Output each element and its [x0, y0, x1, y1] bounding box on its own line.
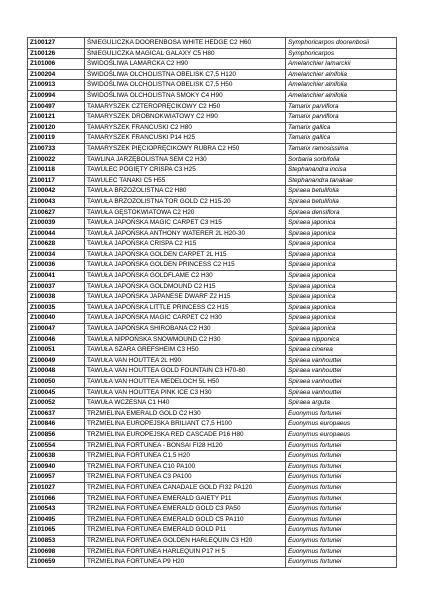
product-name-cell: TRZMIELINA EMERALD GOLD C2 H30 — [85, 408, 286, 419]
latin-name-cell: Spiraea japonica — [286, 324, 397, 335]
product-code-cell: Z100853 — [28, 535, 85, 546]
latin-name-cell: Symphoricarpos doorenbosii — [286, 38, 397, 49]
product-code-cell: Z100047 — [28, 324, 85, 335]
latin-name-cell: Spiraea japonica — [286, 292, 397, 303]
product-name-cell: TRZMIELINA FORTUNEA CANADALE GOLD FI32 PA120 — [85, 482, 286, 493]
latin-name-cell: Euonymus fortunei — [286, 482, 397, 493]
latin-name-cell: Euonymus fortunei — [286, 440, 397, 451]
product-name-cell: TRZMIELINA FORTUNEA EMERALD GOLD P11 — [85, 525, 286, 536]
table-row — [28, 112, 397, 123]
product-name-cell: TAWUŁA JAPOŃSKA LITTLE PRINCESS C2 H15 — [85, 302, 286, 313]
latin-name-cell: Spiraea vanhouttei — [286, 387, 397, 398]
product-name-cell: TAMARYSZEK CZTEROPRĘCIKOWY C2 H50 — [85, 101, 286, 112]
product-code-cell: Z100554 — [28, 440, 85, 451]
latin-name-cell: Euonymus fortunei — [286, 408, 397, 419]
product-code-cell: Z100127 — [28, 38, 85, 49]
product-name-cell: TAWUŁA VAN HOUTTEA MEDELOCH 5L H50 — [85, 377, 286, 388]
product-code-cell: Z100048 — [28, 366, 85, 377]
table-row — [28, 504, 397, 515]
product-code-cell: Z100119 — [28, 133, 85, 144]
product-code-cell: Z100628 — [28, 239, 85, 250]
latin-name-cell: Tamarix parviflora — [286, 101, 397, 112]
product-name-cell: TAWUŁA JAPOŃSKA GOLDFLAME C2 H30 — [85, 271, 286, 282]
product-code-cell: Z100856 — [28, 429, 85, 440]
product-name-cell: ŚWIDOŚLIWA OLCHOLISTNA OBELISK C7,5 H50 — [85, 80, 286, 91]
product-name-cell: TAWUŁA VAN HOUTTEA GOLD FOUNTAIN C3 H70-80 — [85, 366, 286, 377]
product-code-cell: Z100043 — [28, 196, 85, 207]
table-row — [28, 90, 397, 101]
product-name-cell: TAWUŁA JAPOŃSKA SHIROBANA C2 H30 — [85, 324, 286, 335]
latin-name-cell: Spiraea betulifolia — [286, 186, 397, 197]
product-name-cell: TAWUŁA JAPOŃSKA MAGIC CARPET C2 H30 — [85, 313, 286, 324]
table-row — [28, 271, 397, 282]
latin-name-cell: Stephanandra incisa — [286, 165, 397, 176]
product-code-cell: Z100044 — [28, 228, 85, 239]
product-name-cell: TRZMIELINA FORTUNEA C1,5 H20 — [85, 451, 286, 462]
latin-name-cell: Spiraea densiflora — [286, 207, 397, 218]
product-code-cell: Z100120 — [28, 122, 85, 133]
table-row — [28, 196, 397, 207]
product-code-cell: Z101027 — [28, 482, 85, 493]
product-name-cell: TAWUŁA JAPOŃSKA ANTHONY WATERER 2L H20-30 — [85, 228, 286, 239]
product-code-cell: Z100046 — [28, 334, 85, 345]
product-name-cell: TAWUŁA VAN HOUTTEA PINK ICE C3 H30 — [85, 387, 286, 398]
product-name-cell: TAWUŁA BRZOZOLISTNA C2 H80 — [85, 186, 286, 197]
product-code-cell: Z100638 — [28, 451, 85, 462]
product-name-cell: TRZMIELINA FORTUNEA C3 PA100 — [85, 472, 286, 483]
product-name-cell: TAWUŁA JAPOŃSKA GOLDMOUND C2 H15 — [85, 281, 286, 292]
table-row — [28, 355, 397, 366]
product-code-cell: Z100118 — [28, 165, 85, 176]
product-code-cell: Z100698 — [28, 546, 85, 557]
latin-name-cell: Euonymus fortunei — [286, 514, 397, 525]
table-row — [28, 334, 397, 345]
latin-name-cell: Amelanchier alnifolia — [286, 80, 397, 91]
product-code-cell: Z100994 — [28, 90, 85, 101]
product-name-cell: TRZMIELINA EUROPEJSKA RED CASCADE P16 H80 — [85, 429, 286, 440]
table-row — [28, 48, 397, 59]
product-name-cell: TAWUŁA VAN HOUTTEA 2L H90 — [85, 355, 286, 366]
product-name-cell: TRZMIELINA FORTUNEA C10 PA100 — [85, 461, 286, 472]
table-row — [28, 377, 397, 388]
product-code-cell: Z100957 — [28, 472, 85, 483]
product-name-cell: TRZMIELINA FORTUNEA HARLEQUIN P17 H 5 — [85, 546, 286, 557]
table-row — [28, 557, 397, 568]
latin-name-cell: Spiraea arguta — [286, 398, 397, 409]
product-name-cell: TAWUŁA JAPOŃSKA MAGIC CARPET C3 H15 — [85, 218, 286, 229]
product-code-cell: Z100117 — [28, 175, 85, 186]
latin-name-cell: Spiraea nipponica — [286, 334, 397, 345]
latin-name-cell: Spiraea vanhouttei — [286, 377, 397, 388]
table-row — [28, 249, 397, 260]
table-row — [28, 302, 397, 313]
product-code-cell: Z100038 — [28, 292, 85, 303]
product-sheet — [27, 37, 397, 568]
table-row — [28, 451, 397, 462]
product-code-cell: Z100040 — [28, 313, 85, 324]
product-code-cell: Z100035 — [28, 302, 85, 313]
product-code-cell: Z100050 — [28, 377, 85, 388]
product-code-cell: Z100940 — [28, 461, 85, 472]
table-row — [28, 101, 397, 112]
product-code-cell: Z100495 — [28, 514, 85, 525]
table-row — [28, 440, 397, 451]
latin-name-cell: Euonymus fortunei — [286, 535, 397, 546]
product-name-cell: TAMARYSZEK FRANCUSKI P14 H25 — [85, 133, 286, 144]
latin-name-cell: Spiraea japonica — [286, 302, 397, 313]
product-name-cell: TAMARYSZEK PIĘCIOPRĘCIKOWY RUBRA C2 H50 — [85, 143, 286, 154]
product-code-cell: Z100627 — [28, 207, 85, 218]
latin-name-cell: Spiraea japonica — [286, 218, 397, 229]
product-code-cell: Z100126 — [28, 48, 85, 59]
table-row — [28, 281, 397, 292]
product-code-cell: Z100659 — [28, 557, 85, 568]
latin-name-cell: Spiraea vanhouttei — [286, 366, 397, 377]
product-code-cell: Z100052 — [28, 398, 85, 409]
product-code-cell: Z100913 — [28, 80, 85, 91]
latin-name-cell: Euonymus fortunei — [286, 451, 397, 462]
table-row — [28, 228, 397, 239]
table-row — [28, 133, 397, 144]
latin-name-cell: Spiraea japonica — [286, 281, 397, 292]
latin-name-cell: Euonymus fortunei — [286, 504, 397, 515]
latin-name-cell: Tamarix gallica — [286, 122, 397, 133]
product-name-cell: TAWLINA JARZĘBOLISTNA SEM C2 H30 — [85, 154, 286, 165]
table-row — [28, 366, 397, 377]
latin-name-cell: Euonymus fortunei — [286, 525, 397, 536]
latin-name-cell: Spiraea japonica — [286, 313, 397, 324]
product-name-cell: TAMARYSZEK DROBNOKWIATOWY C2 H90 — [85, 112, 286, 123]
product-name-cell: TAWUŁA NIPPOŃSKA SNOWMOUND C2 H30 — [85, 334, 286, 345]
table-row — [28, 38, 397, 49]
latin-name-cell: Spiraea cinerea — [286, 345, 397, 356]
table-row — [28, 143, 397, 154]
latin-name-cell: Euonymus fortunei — [286, 472, 397, 483]
product-code-cell: Z100497 — [28, 101, 85, 112]
product-code-cell: Z100041 — [28, 271, 85, 282]
product-name-cell: ŚWIDOŚLIWA OLCHOLISTNA OBELISK C7,5 H120 — [85, 69, 286, 80]
product-code-cell: Z101065 — [28, 525, 85, 536]
latin-name-cell: Spiraea japonica — [286, 271, 397, 282]
table-row — [28, 154, 397, 165]
product-code-cell: Z100846 — [28, 419, 85, 430]
product-code-cell: Z100039 — [28, 218, 85, 229]
product-table — [27, 37, 397, 568]
table-row — [28, 260, 397, 271]
product-code-cell: Z100543 — [28, 504, 85, 515]
latin-name-cell: Spiraea betulifolia — [286, 196, 397, 207]
table-row — [28, 218, 397, 229]
product-code-cell: Z100637 — [28, 408, 85, 419]
table-row — [28, 165, 397, 176]
latin-name-cell: Spiraea japonica — [286, 239, 397, 250]
latin-name-cell: Amelanchier alnifolia — [286, 69, 397, 80]
product-code-cell: Z100036 — [28, 260, 85, 271]
product-name-cell: TAWUŁA JAPOŃSKA GOLDEN PRINCESS C2 H15 — [85, 260, 286, 271]
latin-name-cell: Stephanandra tanakae — [286, 175, 397, 186]
product-name-cell: ŚNIEGULICZKA MAGICAL GALAXY C5 H80 — [85, 48, 286, 59]
latin-name-cell: Amelanchier alnifolia — [286, 90, 397, 101]
product-name-cell: TAMARYSZEK FRANCUSKI C2 H80 — [85, 122, 286, 133]
product-code-cell: Z100034 — [28, 249, 85, 260]
product-code-cell: Z100042 — [28, 186, 85, 197]
product-name-cell: TRZMIELINA FORTUNEA EMERALD GOLD C3 PA50 — [85, 504, 286, 515]
latin-name-cell: Euonymus fortunei — [286, 546, 397, 557]
product-name-cell: TAWULEC POGIĘTY CRISPA C3 H25 — [85, 165, 286, 176]
product-code-cell: Z100051 — [28, 345, 85, 356]
latin-name-cell: Spiraea japonica — [286, 228, 397, 239]
table-row — [28, 482, 397, 493]
latin-name-cell: Euonymus europaeus — [286, 419, 397, 430]
product-code-cell: Z100049 — [28, 355, 85, 366]
product-name-cell: TRZMIELINA FORTUNEA - BONSAI FI28 H120 — [85, 440, 286, 451]
latin-name-cell: Spiraea japonica — [286, 249, 397, 260]
product-code-cell: Z100204 — [28, 69, 85, 80]
latin-name-cell: Amelanchier lamarckii — [286, 59, 397, 70]
table-row — [28, 313, 397, 324]
product-code-cell: Z100733 — [28, 143, 85, 154]
table-row — [28, 419, 397, 430]
table-row — [28, 239, 397, 250]
table-row — [28, 80, 397, 91]
latin-name-cell: Sorbaria sorbifolia — [286, 154, 397, 165]
product-name-cell: TAWUŁA BRZOZOLISTNA TOR GOLD C2 H15-20 — [85, 196, 286, 207]
table-row — [28, 493, 397, 504]
latin-name-cell: Tamarix ramosissima — [286, 143, 397, 154]
product-code-cell: Z100121 — [28, 112, 85, 123]
table-row — [28, 324, 397, 335]
product-name-cell: TAWUŁA GĘSTOKWIATOWA C2 H20 — [85, 207, 286, 218]
product-code-cell: Z100045 — [28, 387, 85, 398]
product-name-cell: TAWUŁA JAPOŃSKA GOLDEN CARPET 2L H15 — [85, 249, 286, 260]
product-name-cell: ŚNIEGULICZKA DOORENBOSA WHITE HEDGE C2 H60 — [85, 38, 286, 49]
latin-name-cell: Symphoricarpos — [286, 48, 397, 59]
product-name-cell: TRZMIELINA EUROPEJSKA BRILIANT C7,5 H100 — [85, 419, 286, 430]
latin-name-cell: Euonymus fortunei — [286, 557, 397, 568]
table-row — [28, 514, 397, 525]
latin-name-cell: Euonymus fortunei — [286, 461, 397, 472]
table-row — [28, 398, 397, 409]
product-name-cell: TAWUŁA JAPOŃSKA CRISPA C2 H15 — [85, 239, 286, 250]
table-row — [28, 461, 397, 472]
product-name-cell: ŚWIDOŚLIWA LAMARCKA C2 H90 — [85, 59, 286, 70]
table-row — [28, 387, 397, 398]
latin-name-cell: Spiraea japonica — [286, 260, 397, 271]
table-row — [28, 408, 397, 419]
table-row — [28, 345, 397, 356]
table-row — [28, 69, 397, 80]
table-row — [28, 59, 397, 70]
product-name-cell: TRZMIELINA FORTUNEA EMERALD GOLD C5 PA110 — [85, 514, 286, 525]
product-code-cell: Z101006 — [28, 59, 85, 70]
product-code-cell: Z100037 — [28, 281, 85, 292]
product-name-cell: ŚWIDOŚLIWA OLCHOLISTNA SMOKY C4 H90 — [85, 90, 286, 101]
product-table-body — [28, 38, 397, 568]
latin-name-cell: Spiraea vanhouttei — [286, 355, 397, 366]
product-name-cell: TAWUŁA SZARA GREFSHEIM C3 H50 — [85, 345, 286, 356]
product-name-cell: TAWUŁA WCZESNA C1 H40 — [85, 398, 286, 409]
product-name-cell: TAWULEC TANAKI C5 H55 — [85, 175, 286, 186]
latin-name-cell: Tamarix gallica — [286, 133, 397, 144]
table-row — [28, 122, 397, 133]
table-row — [28, 429, 397, 440]
latin-name-cell: Euonymus europaeus — [286, 429, 397, 440]
product-name-cell: TRZMIELINA FORTUNEA EMERALD GAIETY P11 — [85, 493, 286, 504]
latin-name-cell: Tamarix parviflora — [286, 112, 397, 123]
table-row — [28, 175, 397, 186]
product-name-cell: TAWUŁA JAPOŃSKA JAPANESE DWARF Z2 H15 — [85, 292, 286, 303]
table-row — [28, 546, 397, 557]
table-row — [28, 535, 397, 546]
table-row — [28, 525, 397, 536]
table-row — [28, 186, 397, 197]
table-row — [28, 292, 397, 303]
table-row — [28, 472, 397, 483]
product-code-cell: Z100022 — [28, 154, 85, 165]
product-code-cell: Z101066 — [28, 493, 85, 504]
product-name-cell: TRZMIELINA FORTUNEA GOLDEN HARLEQUIN C3 H20 — [85, 535, 286, 546]
product-name-cell: TRZMIELINA FORTUNEA P9 H20 — [85, 557, 286, 568]
latin-name-cell: Euonymus fortunei — [286, 493, 397, 504]
table-row — [28, 207, 397, 218]
